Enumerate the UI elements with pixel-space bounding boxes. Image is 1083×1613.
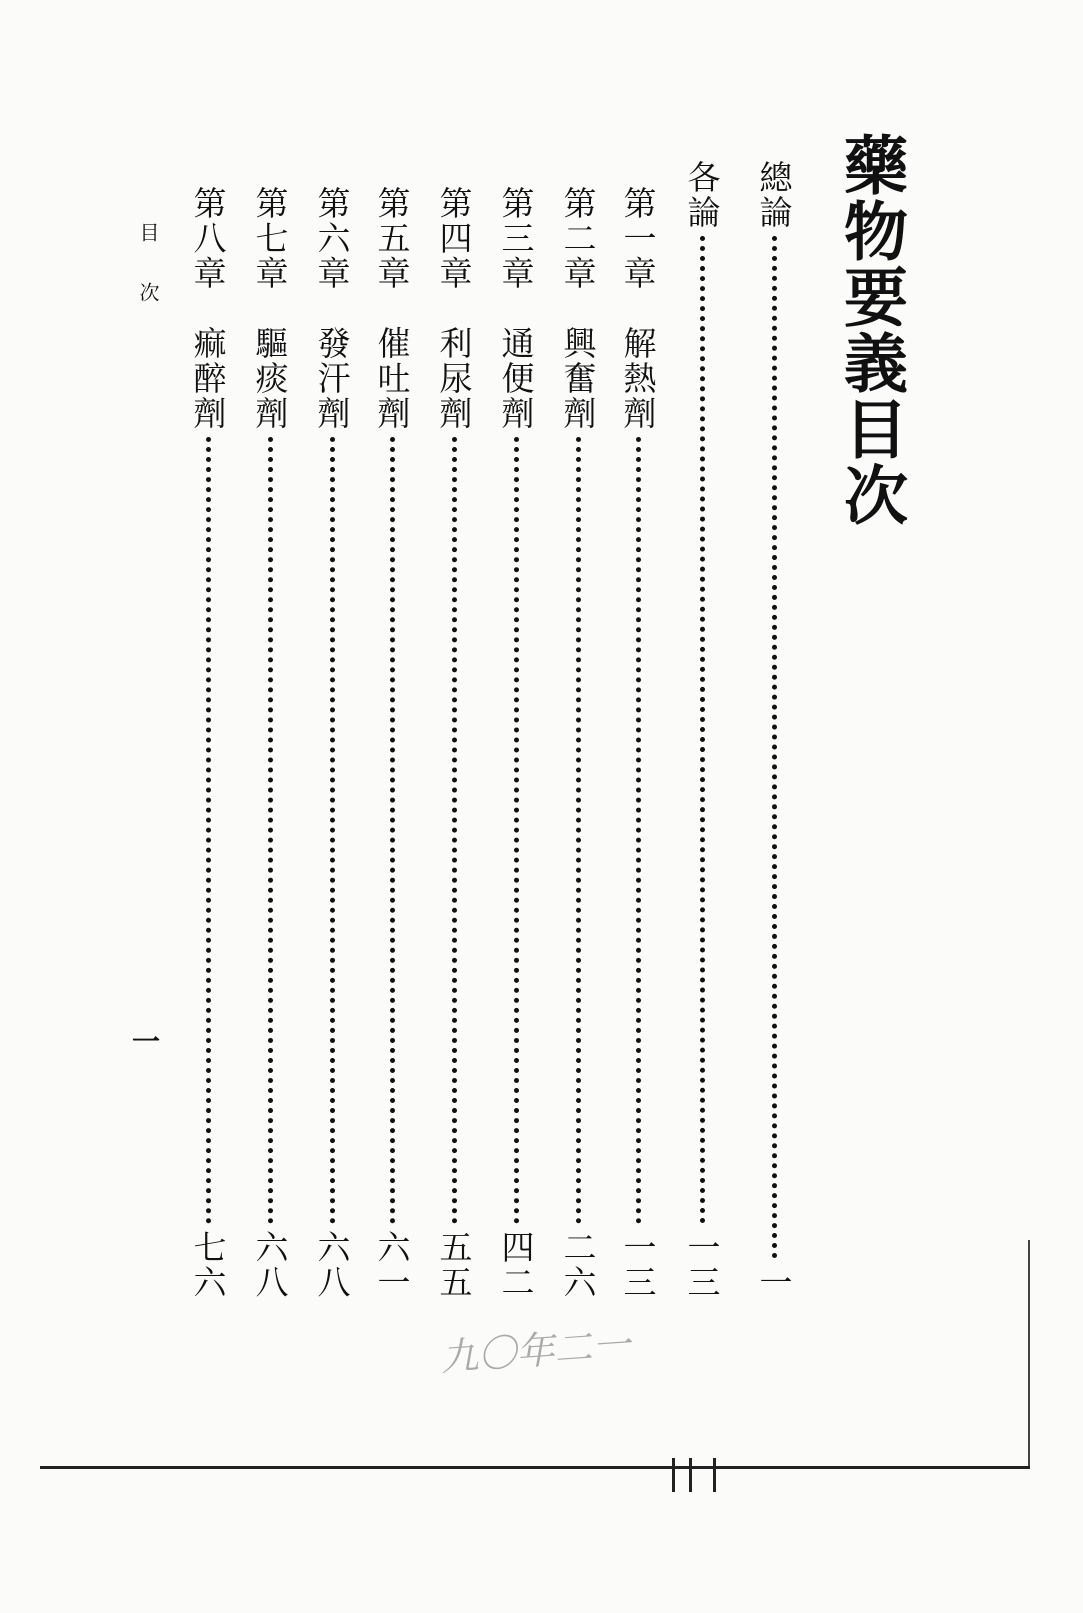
- toc-entry-page: 六一: [372, 1230, 412, 1300]
- toc-entry-label: 第七章 驅痰劑: [250, 186, 290, 431]
- toc-entry-chapter-4: [432, 186, 476, 1300]
- toc-entry-general: [752, 160, 796, 1300]
- toc-entry-label: 第一章 解熱劑: [618, 186, 658, 431]
- toc-entry-label: 第四章 利尿劑: [434, 186, 474, 431]
- dotted-leader: [514, 437, 519, 1224]
- dotted-leader: [390, 437, 395, 1224]
- toc-entry-page: 一三: [682, 1230, 722, 1300]
- toc-entry-page: 四二: [496, 1230, 536, 1300]
- pencil-annotation: 九〇年二一: [438, 1322, 632, 1380]
- running-head: 目次: [136, 222, 160, 342]
- page-edge-line: [1028, 1240, 1030, 1468]
- toc-entry-chapter-5: [370, 186, 414, 1300]
- toc-entry-chapter-6: [310, 186, 354, 1300]
- dotted-leader: [268, 437, 273, 1224]
- toc-entry-label: 第二章 興奮劑: [558, 186, 598, 431]
- binding-mark: [672, 1458, 716, 1492]
- dotted-leader: [452, 437, 457, 1224]
- dotted-leader: [700, 236, 705, 1224]
- dotted-leader: [636, 437, 641, 1224]
- dotted-leader: [330, 437, 335, 1224]
- toc-entry-page: 一: [754, 1265, 794, 1300]
- toc-entry-label: 第五章 催吐劑: [372, 186, 412, 431]
- toc-entry-page: 七六: [188, 1230, 228, 1300]
- toc-entry-chapter-7: [248, 186, 292, 1300]
- toc-entry-label: 總論: [754, 160, 794, 230]
- toc-entry-label: 第八章 痲醉劑: [188, 186, 228, 431]
- dotted-leader: [206, 437, 211, 1224]
- toc-entry-chapter-1: [616, 186, 660, 1300]
- toc-entry-page: 二六: [558, 1230, 598, 1300]
- toc-entry-page: 五五: [434, 1230, 474, 1300]
- page-number: 一: [132, 1025, 161, 1058]
- toc-entry-label: 第六章 發汗劑: [312, 186, 352, 431]
- page-bottom-line: [40, 1466, 1030, 1469]
- dotted-leader: [772, 236, 777, 1259]
- toc-entry-label: 各論: [682, 160, 722, 230]
- toc-entry-chapter-2: [556, 186, 600, 1300]
- toc-entry-page: 一三: [618, 1230, 658, 1300]
- toc-entry-specific: [680, 160, 724, 1300]
- toc-entry-chapter-3: [494, 186, 538, 1300]
- toc-entry-page: 六八: [312, 1230, 352, 1300]
- toc-entry-label: 第三章 通便劑: [496, 186, 536, 431]
- toc-entry-chapter-8: [186, 186, 230, 1300]
- page-title: 藥物要義目次: [833, 132, 908, 528]
- toc-entry-page: 六八: [250, 1230, 290, 1300]
- dotted-leader: [576, 437, 581, 1224]
